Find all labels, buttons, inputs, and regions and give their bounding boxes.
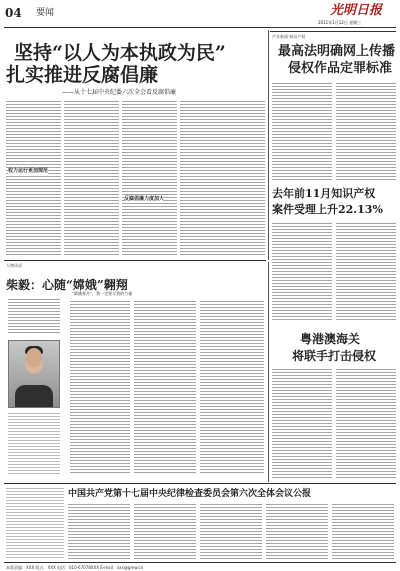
header-rule xyxy=(4,27,396,28)
profile-title: 柴毅：心随“嫦娥”翱翔 xyxy=(6,278,128,292)
bottom-text-col3 xyxy=(200,503,262,559)
bottom-text-col5 xyxy=(332,503,394,559)
ip-tag: 产业新闻·知识产权 xyxy=(272,34,306,39)
lead-text-col3 xyxy=(122,100,177,255)
column-divider xyxy=(268,30,269,260)
ip-headline2-line2: 案件受理上升22.13% xyxy=(272,203,383,216)
ip-headline1-line2: 侵权作品定罪标准 xyxy=(288,61,393,76)
lead-title-line2: 扎实推进反腐倡廉 xyxy=(6,64,159,86)
ip-text-b1 xyxy=(272,222,332,322)
profile-rule xyxy=(4,260,266,261)
lead-text-col4 xyxy=(180,100,265,255)
profile-text-col3 xyxy=(200,300,264,475)
profile-tag: 人物风采 xyxy=(6,263,22,268)
bottom-text-col1 xyxy=(68,503,130,559)
section-label: 要闻 xyxy=(36,8,55,18)
profile-text-col0 xyxy=(8,412,60,475)
masthead: 光明日报 xyxy=(330,3,383,18)
ip-headline1-line1: 最高法明确网上传播 xyxy=(278,44,396,59)
ip-headline3-line1: 粤港澳海关 xyxy=(300,332,361,346)
ip-headline2-line1: 去年前11月知识产权 xyxy=(272,187,376,200)
profile-quote: “嫦娥奔月”，我一定要尽我的力量 xyxy=(72,291,133,296)
ip-text-a1 xyxy=(272,82,332,182)
bottom-rule xyxy=(4,483,396,484)
bottom-text-col2 xyxy=(134,503,196,559)
bottom-title: 中国共产党第十七届中央纪律检查委员会第六次全体会议公报 xyxy=(68,489,312,499)
page-number: 04 xyxy=(5,6,22,20)
ip-text-b2 xyxy=(336,222,396,322)
ip-column-divider xyxy=(268,262,269,482)
lead-text-col1 xyxy=(6,100,61,255)
ip-text-a2 xyxy=(336,82,396,182)
footer-text: 本版责编：XXX 版式：XXX 电话：010-67078XXX E-mail：xxx@gmw.cn xyxy=(6,565,144,570)
lead-subtitle: ——从十七届中央纪委六次全会看反腐倡廉 xyxy=(62,89,177,96)
profile-text-col2 xyxy=(134,300,196,475)
date-line: 2011年1月12日 星期三 xyxy=(318,20,362,25)
profile-photo xyxy=(8,340,60,408)
ip-headline3-line2: 将联手打击侵权 xyxy=(292,349,377,363)
ip-text-c2 xyxy=(336,368,396,480)
lead-subhead-a: 权力运行更加规范 xyxy=(8,168,49,174)
lead-subhead-b: 反腐倡廉力度加大 xyxy=(124,196,165,202)
profile-intro-text xyxy=(8,298,60,333)
lead-title-line1: 坚持“以人为本执政为民” xyxy=(14,42,226,64)
ip-text-c1 xyxy=(272,368,332,480)
ip-tag-rule xyxy=(270,31,396,32)
bottom-text-col4 xyxy=(266,503,328,559)
lead-text-col2 xyxy=(64,100,119,255)
footer-rule xyxy=(4,562,396,563)
bottom-left-text xyxy=(6,487,64,559)
profile-text-col1 xyxy=(70,300,130,475)
